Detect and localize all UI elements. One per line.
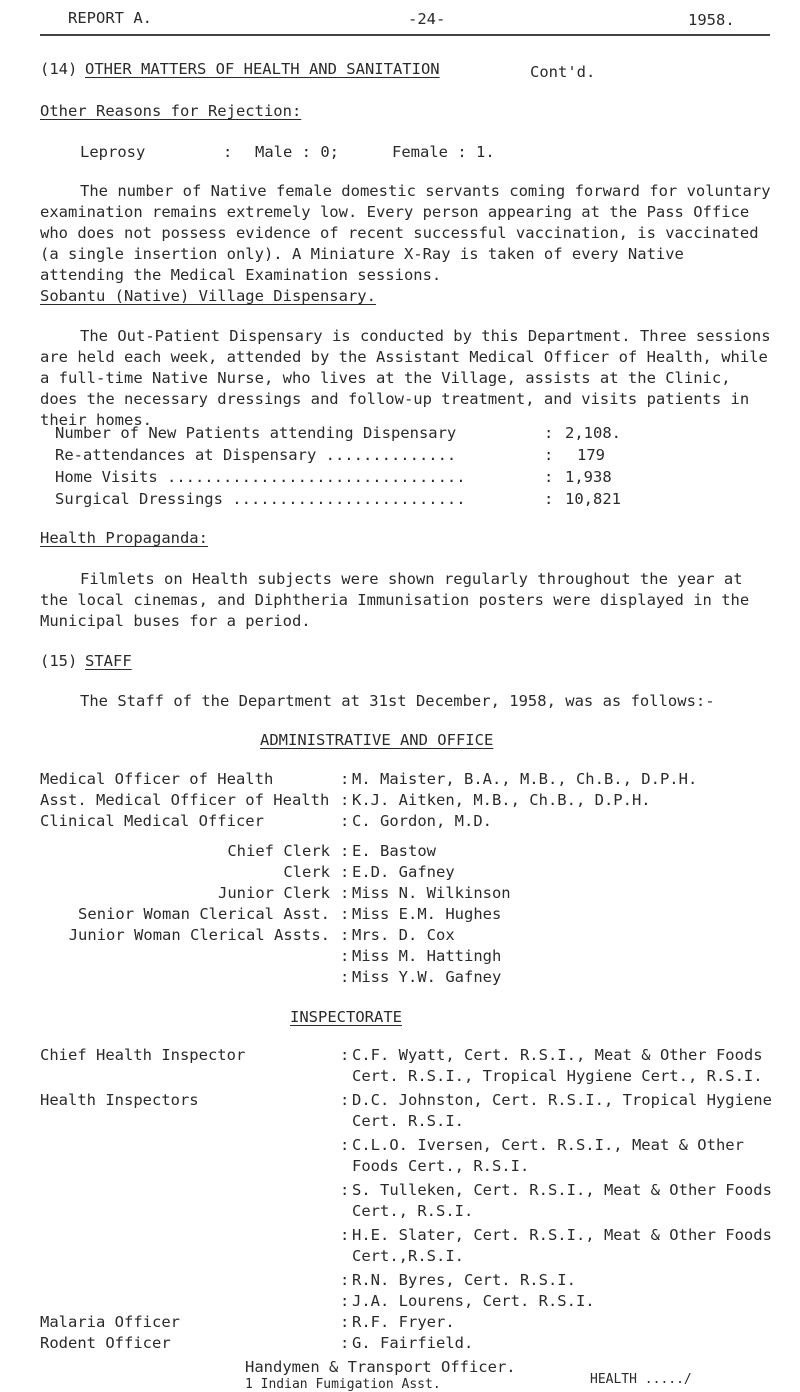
leprosy-female: Female : 1. bbox=[392, 143, 495, 161]
staff-qualification: Cert. R.S.I., Tropical Hygiene Cert., R.S.I. bbox=[352, 1067, 763, 1085]
section-14-title: OTHER MATTERS OF HEALTH AND SANITATION bbox=[85, 60, 440, 78]
staff-role: Asst. Medical Officer of Health bbox=[40, 791, 330, 809]
report-label: REPORT A. bbox=[68, 9, 152, 27]
staff-qualification: Cert. R.S.I. bbox=[352, 1112, 464, 1130]
separator: : bbox=[340, 863, 350, 881]
staff-qualification: Cert.,R.S.I. bbox=[352, 1247, 464, 1265]
rejections-heading: Other Reasons for Rejection: bbox=[40, 102, 302, 120]
stat-colon: : bbox=[544, 490, 554, 508]
separator: : bbox=[340, 884, 350, 902]
separator: : bbox=[340, 947, 350, 965]
stat-colon: : bbox=[544, 468, 554, 486]
separator: : bbox=[340, 905, 350, 923]
section-15-title: STAFF bbox=[85, 652, 132, 670]
staff-name: E.D. Gafney bbox=[352, 863, 455, 881]
staff-qualification: J.A. Lourens, Cert. R.S.I. bbox=[352, 1292, 595, 1310]
staff-name: Miss N. Wilkinson bbox=[352, 884, 511, 902]
stat-label: Number of New Patients attending Dispensary bbox=[55, 424, 457, 442]
propaganda-heading: Health Propaganda: bbox=[40, 529, 208, 547]
staff-role: Clinical Medical Officer bbox=[40, 812, 264, 830]
staff-role: Medical Officer of Health bbox=[40, 770, 274, 788]
inspectorate-heading: INSPECTORATE bbox=[290, 1008, 402, 1026]
leprosy-male: Male : 0; bbox=[255, 143, 339, 161]
staff-qualification: R.F. Fryer. bbox=[352, 1313, 455, 1331]
admin-heading: ADMINISTRATIVE AND OFFICE bbox=[260, 731, 494, 749]
separator: : bbox=[340, 1271, 350, 1289]
staff-role: Malaria Officer bbox=[40, 1313, 180, 1331]
separator: : bbox=[340, 1181, 350, 1199]
section-14-number: (14) bbox=[40, 60, 78, 78]
separator: : bbox=[340, 770, 350, 788]
stat-value: 1,938 bbox=[565, 468, 612, 486]
staff-name: Miss Y.W. Gafney bbox=[352, 968, 502, 986]
separator: : bbox=[340, 1334, 350, 1352]
staff-qualification: Cert., R.S.I. bbox=[352, 1202, 474, 1220]
stat-colon: : bbox=[544, 424, 554, 442]
stat-value: 179 bbox=[577, 446, 605, 464]
staff-qualification: D.C. Johnston, Cert. R.S.I., Tropical Hygiene bbox=[352, 1091, 772, 1109]
page-number: -24- bbox=[408, 10, 446, 28]
staff-role: Junior Clerk bbox=[218, 884, 330, 902]
separator: : bbox=[340, 1313, 350, 1331]
dispensary-heading: Sobantu (Native) Village Dispensary. bbox=[40, 287, 376, 305]
stat-colon: : bbox=[544, 446, 554, 464]
section-14-contd: Cont'd. bbox=[530, 63, 596, 81]
staff-qualification: Foods Cert., R.S.I. bbox=[352, 1157, 530, 1175]
continued-footer: HEALTH ...../ bbox=[590, 1372, 692, 1387]
staff-name: E. Bastow bbox=[352, 842, 436, 860]
staff-role: Clerk bbox=[283, 863, 330, 881]
stat-label: Re-attendances at Dispensary .............. bbox=[55, 446, 457, 464]
vaccination-paragraph: The number of Native female domestic servants coming forward for voluntary examination remains extremely low. Every person appearing at the Pass Office who does not possess evidence of recent successful vaccination, is vaccinated (a single insertion only). A Miniature X-Ray is taken of every Native attending the Medical Examination sessions. bbox=[40, 182, 771, 284]
staff-qualification: H.E. Slater, Cert. R.S.I., Meat & Other Foods bbox=[352, 1226, 772, 1244]
separator: : bbox=[340, 1091, 350, 1109]
staff-role: Senior Woman Clerical Asst. bbox=[78, 905, 330, 923]
staff-intro: The Staff of the Department at 31st December, 1958, was as follows:- bbox=[80, 692, 715, 710]
staff-name: Miss M. Hattingh bbox=[352, 947, 502, 965]
separator: : bbox=[340, 1136, 350, 1154]
staff-qualification: G. Fairfield. bbox=[352, 1334, 474, 1352]
separator: : bbox=[340, 812, 350, 830]
dispensary-paragraph: The Out-Patient Dispensary is conducted by this Department. Three sessions are held each week, attended by the Assistant Medical Officer of Health, while a full-time Native Nurse, who lives at the Village, assists at the Clinic, does the necessary dressings and follow-up treatment, and visits patients in their homes. bbox=[40, 327, 771, 429]
staff-role: Health Inspectors bbox=[40, 1091, 199, 1109]
staff-role: Junior Woman Clerical Assts. bbox=[68, 926, 330, 944]
section-15-number: (15) bbox=[40, 652, 78, 670]
staff-qualification: S. Tulleken, Cert. R.S.I., Meat & Other Foods bbox=[352, 1181, 772, 1199]
staff-qualification: R.N. Byres, Cert. R.S.I. bbox=[352, 1271, 576, 1289]
leprosy-separator: : bbox=[223, 143, 233, 161]
report-year: 1958. bbox=[688, 11, 735, 29]
handymen-note: Handymen & Transport Officer. bbox=[245, 1358, 516, 1376]
staff-role: Chief Clerk bbox=[227, 842, 330, 860]
separator: : bbox=[340, 1226, 350, 1244]
stat-value: 10,821 bbox=[565, 490, 621, 508]
staff-name: Mrs. D. Cox bbox=[352, 926, 455, 944]
stat-value: 2,108. bbox=[565, 424, 621, 442]
staff-role: Chief Health Inspector bbox=[40, 1046, 246, 1064]
stat-label: Surgical Dressings ......................... bbox=[55, 490, 466, 508]
staff-role: Rodent Officer bbox=[40, 1334, 171, 1352]
separator: : bbox=[340, 926, 350, 944]
staff-name: C. Gordon, M.D. bbox=[352, 812, 492, 830]
fumigation-note: 1 Indian Fumigation Asst. bbox=[245, 1377, 441, 1392]
separator: : bbox=[340, 842, 350, 860]
propaganda-paragraph: Filmlets on Health subjects were shown regularly throughout the year at the local cinemas, and Diphtheria Immunisation posters were displayed in the Municipal buses for a period. bbox=[40, 570, 750, 630]
separator: : bbox=[340, 1292, 350, 1310]
leprosy-label: Leprosy bbox=[80, 143, 146, 161]
staff-name: M. Maister, B.A., M.B., Ch.B., D.P.H. bbox=[352, 770, 698, 788]
staff-name: K.J. Aitken, M.B., Ch.B., D.P.H. bbox=[352, 791, 651, 809]
header-rule bbox=[40, 34, 770, 36]
stat-label: Home Visits ................................ bbox=[55, 468, 466, 486]
separator: : bbox=[340, 791, 350, 809]
separator: : bbox=[340, 1046, 350, 1064]
staff-qualification: C.L.O. Iversen, Cert. R.S.I., Meat & Other bbox=[352, 1136, 744, 1154]
staff-name: Miss E.M. Hughes bbox=[352, 905, 502, 923]
separator: : bbox=[340, 968, 350, 986]
staff-qualification: C.F. Wyatt, Cert. R.S.I., Meat & Other Foods bbox=[352, 1046, 763, 1064]
